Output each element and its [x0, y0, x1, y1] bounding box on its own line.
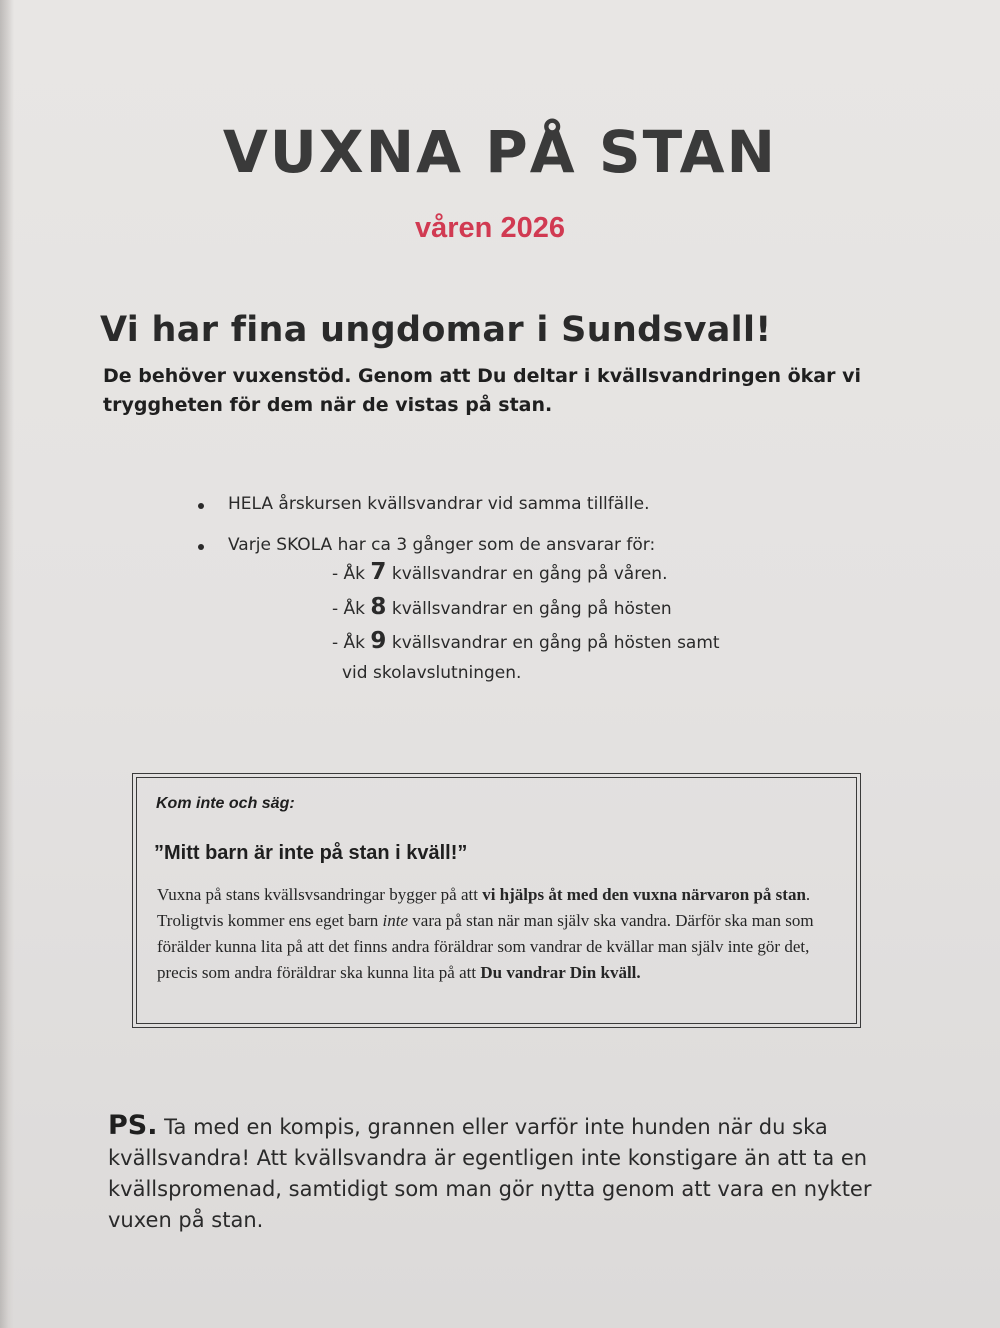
grade-number: 7 — [370, 559, 387, 585]
reminder-box-inner-frame — [136, 777, 857, 1024]
reminder-box-quote: ”Mitt barn är inte på stan i kväll!” — [154, 842, 468, 864]
bullet-text: HELA årskursen kvällsvandrar vid samma tillfälle. — [228, 494, 650, 514]
grade-text: kvällsvandrar en gång på hösten — [391, 599, 672, 619]
body-text: vara på stan när man själv ska vandra. Därför ska man som förälder kunna lita på att det finns andra föräldrar som vandrar de kvällar man själv inte gör det, precis som andra föräldrar ska kunna lita på att — [157, 911, 814, 982]
grade-number: 8 — [370, 594, 387, 620]
grade-item — [332, 556, 895, 591]
paper-edge-shadow — [0, 0, 14, 1328]
grade-list — [332, 556, 895, 688]
page-title: VUXNA PÅ STAN — [222, 118, 778, 186]
bullet-text: Varje SKOLA har ca 3 gånger som de ansvarar för: — [228, 535, 656, 555]
reminder-box-label: Kom inte och säg: — [156, 795, 295, 812]
grade-prefix: - Åk — [332, 599, 366, 619]
grade-text: kvällsvandrar en gång på hösten samt — [391, 633, 720, 653]
info-bullet-list — [195, 494, 895, 688]
grade-prefix: - Åk — [332, 633, 366, 653]
body-text: Vuxna på stans kvällsvsandringar bygger på att — [157, 885, 483, 904]
body-text: . Troligtvis kommer ens eget barn — [157, 885, 811, 930]
bullet-item — [195, 494, 895, 514]
ps-paragraph — [108, 1110, 908, 1236]
ps-label: PS. — [108, 1110, 158, 1141]
ps-text: Ta med en kompis, grannen eller varför inte hunden när du ska kvällsvandra! Att kvällsvandra är egentligen inte konstigare än att ta en kvällspromenad, samtidigt som man gör nytta genom att vara en nykter vuxen på stan. — [108, 1115, 872, 1232]
body-bold-text: Du vandrar Din kväll. — [480, 963, 641, 982]
grade-text-continuation: vid skolavslutningen. — [342, 663, 522, 683]
intro-paragraph: De behöver vuxenstöd. Genom att Du deltar i kvällsvandringen ökar vi tryggheten för dem när de vistas på stan. — [103, 365, 861, 416]
bullet-icon — [198, 544, 204, 550]
body-bold-text: vi hjälps åt med den vuxna närvaron på stan — [482, 885, 806, 904]
reminder-box-body — [157, 882, 847, 986]
grade-item — [332, 626, 895, 688]
grade-number: 9 — [370, 628, 387, 654]
bullet-item — [195, 535, 895, 688]
grade-prefix: - Åk — [332, 564, 366, 584]
reminder-box — [132, 773, 861, 1028]
body-italic-text: inte — [382, 911, 409, 930]
season-subtitle: våren 2026 — [415, 212, 565, 244]
headline: Vi har fina ungdomar i Sundsvall! — [100, 310, 772, 350]
grade-text: kvällsvandrar en gång på våren. — [391, 564, 668, 584]
grade-item — [332, 591, 895, 626]
bullet-icon — [198, 503, 204, 509]
